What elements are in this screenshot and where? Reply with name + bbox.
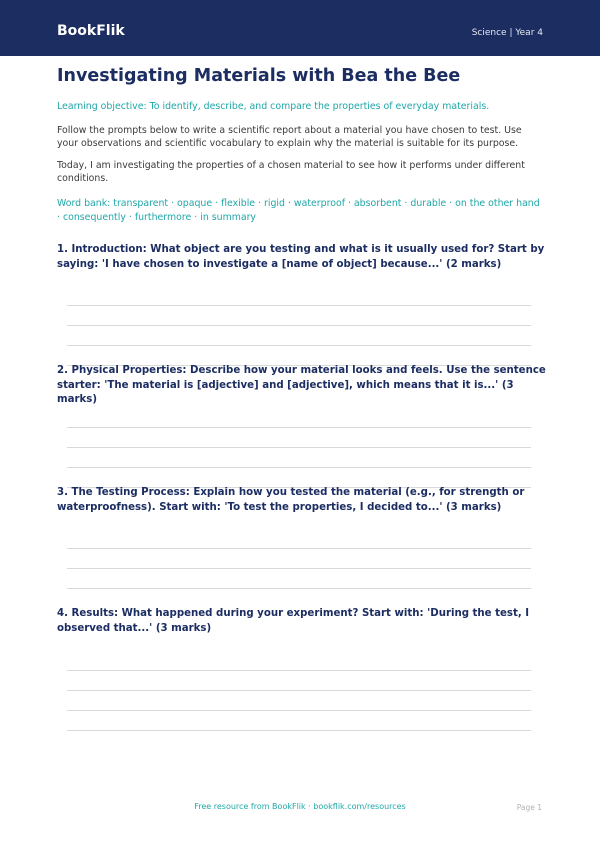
- brand-logo[interactable]: BookFlik: [57, 23, 125, 39]
- answer-line[interactable]: [67, 305, 531, 306]
- footer-link[interactable]: Free resource from BookFlik · bookflik.com/resources: [194, 802, 406, 811]
- page-number: Page 1: [516, 803, 542, 812]
- question-2: 2. Physical Properties: Describe how your material looks and feels. Use the sentence starter: 'The material is [adjective] and [adjective], which means that it is...' (3 marks): [57, 365, 546, 405]
- answer-line[interactable]: [67, 670, 531, 671]
- answer-line[interactable]: [67, 710, 531, 711]
- answer-line[interactable]: [67, 548, 531, 549]
- answer-line[interactable]: [67, 690, 531, 691]
- page-header: [0, 0, 600, 56]
- answer-line[interactable]: [67, 588, 531, 589]
- learning-objective: Learning objective: To identify, describe, and compare the properties of everyday materials.: [57, 101, 490, 112]
- subject-year-label: Science | Year 4: [471, 28, 543, 38]
- question-1: 1. Introduction: What object are you testing and what is it usually used for? Start by saying: 'I have chosen to investigate a [name of object] because...' (2 marks): [57, 244, 545, 270]
- answer-line[interactable]: [67, 427, 531, 428]
- question-3: 3. The Testing Process: Explain how you tested the material (e.g., for strength or waterproofness). Start with: 'To test the properties, I decided to...' (3 marks): [57, 487, 525, 513]
- question-4: 4. Results: What happened during your experiment? Start with: 'During the test, I observed that...' (3 marks): [57, 608, 530, 634]
- word-bank: Word bank: transparent · opaque · flexible · rigid · waterproof · absorbent · durable · on the other hand · consequently · furthermore · in summary: [57, 198, 540, 223]
- answer-line[interactable]: [67, 730, 531, 731]
- answer-line[interactable]: [67, 345, 531, 346]
- answer-line[interactable]: [67, 447, 531, 448]
- intro-text: Today, I am investigating the properties of a chosen material to see how it performs under different conditions.: [57, 160, 525, 184]
- answer-line[interactable]: [67, 325, 531, 326]
- instructions-text: Follow the prompts below to write a scientific report about a material you have chosen to test. Use your observations and scientific vocabulary to explain why the material is suitable for its purpose.: [57, 125, 522, 149]
- answer-line[interactable]: [67, 568, 531, 569]
- page-title: Investigating Materials with Bea the Bee: [57, 66, 461, 86]
- answer-line[interactable]: [67, 467, 531, 468]
